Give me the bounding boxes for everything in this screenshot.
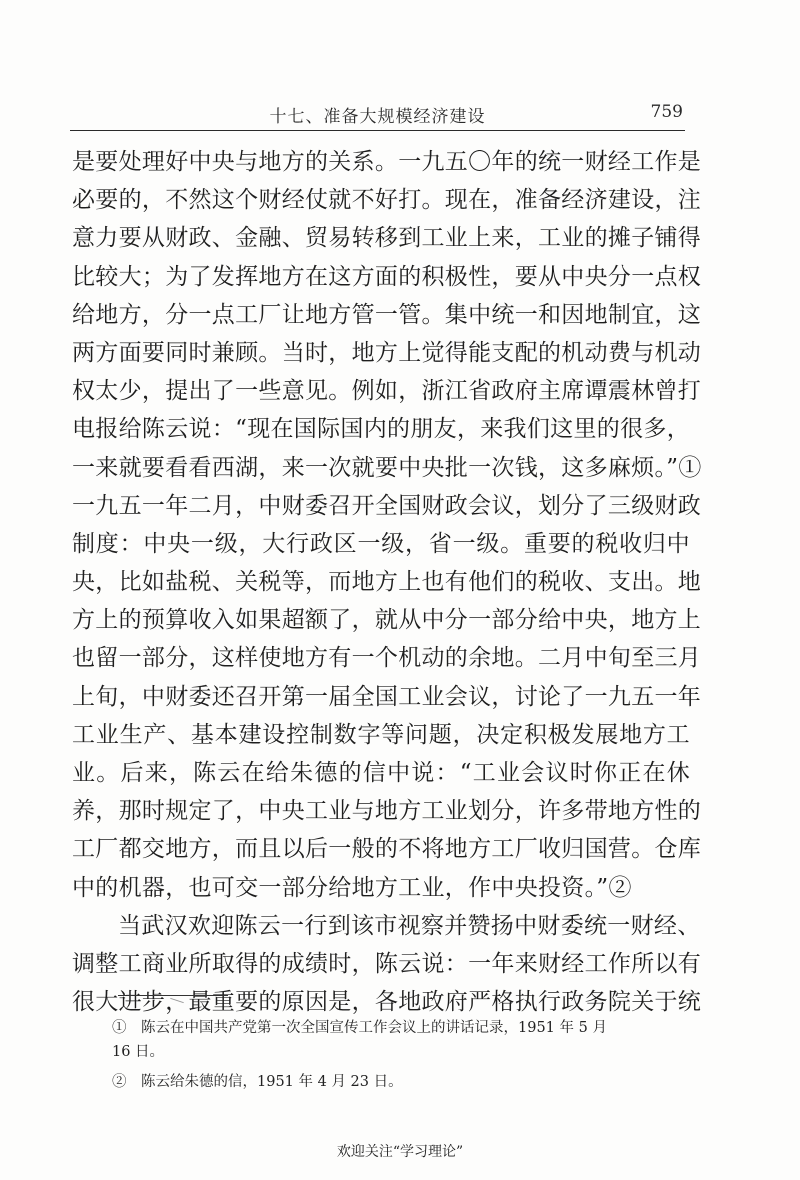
footnotes	[112, 1016, 697, 1094]
text-line: 两方面要同时兼顾。当时，地方上觉得能支配的机动费与机动	[72, 339, 702, 366]
text-line: 工业生产、基本建设控制数字等问题，决定积极发展地方工	[72, 721, 690, 748]
paragraph-first-line: 当武汉欢迎陈云一行到该市视察并赞扬中财委统一财经、	[118, 912, 701, 939]
page-number: 759	[650, 102, 683, 122]
text-line: 比较大；为了发挥地方在这方面的积极性，要从中央分一点权	[72, 263, 702, 290]
running-header	[70, 96, 685, 131]
footnote-1-continued: 16 日。	[112, 1044, 165, 1060]
footnote-separator	[118, 995, 228, 996]
chapter-title: 十七、准备大规模经济建设	[269, 107, 486, 127]
text-line: 权太少，提出了一些意见。例如，浙江省政府主席谭震林曾打	[72, 378, 702, 405]
text-line: 一九五一年二月，中财委召开全国财政会议，划分了三级财政	[72, 492, 702, 519]
text-line: 必要的，不然这个财经仗就不好打。现在，准备经济建设，注	[72, 187, 702, 214]
text-line: 上旬，中财委还召开第一届全国工业会议，讨论了一九五一年	[72, 683, 702, 710]
footnote-2: ② 陈云给朱德的信，1951 年 4 月 23 日。	[112, 1074, 403, 1090]
text-line: 电报给陈云说：“现在国际国内的朋友，来我们这里的很多，	[72, 416, 690, 443]
text-line: 很大进步，最重要的原因是，各地政府严格执行政务院关于统	[72, 989, 702, 1016]
text-line: 调整工商业所取得的成绩时，陈云说：一年来财经工作所以有	[72, 950, 702, 977]
text-line: 意力要从财政、金融、贸易转移到工业上来，工业的摊子铺得	[72, 225, 702, 252]
footer-caption: 欢迎关注“学习理论”	[336, 1144, 464, 1160]
text-line: 方上的预算收入如果超额了，就从中分一部分给中央，地方上	[72, 607, 702, 634]
text-line: 是要处理好中央与地方的关系。一九五〇年的统一财经工作是	[72, 149, 702, 175]
text-line: 业。后来，陈云在给朱德的信中说：“工业会议时你正在休	[72, 760, 690, 786]
text-line: 工厂都交地方，而且以后一般的不将地方工厂收归国营。仓库	[72, 836, 702, 863]
text-line: 中的机器，也可交一部分给地方工业，作中央投资。”②	[72, 874, 632, 901]
footnote-1: ① 陈云在中国共产党第一次全国宣传工作会议上的讲话记录，1951 年 5 月	[112, 1020, 607, 1036]
body-text	[72, 143, 702, 1021]
text-line: 制度：中央一级，大行政区一级，省一级。重要的税收归中	[72, 530, 690, 557]
text-line: 央，比如盐税、关税等，而地方上也有他们的税收、支出。地	[72, 569, 702, 596]
text-line: 养，那时规定了，中央工业与地方工业划分，许多带地方性的	[72, 798, 702, 825]
text-line: 也留一部分，这样使地方有一个机动的余地。二月中旬至三月	[72, 645, 702, 672]
text-line: 一来就要看看西湖，来一次就要中央批一次钱，这多麻烦。”①	[72, 454, 702, 481]
text-line: 给地方，分一点工厂让地方管一管。集中统一和因地制宜，这	[72, 301, 702, 328]
